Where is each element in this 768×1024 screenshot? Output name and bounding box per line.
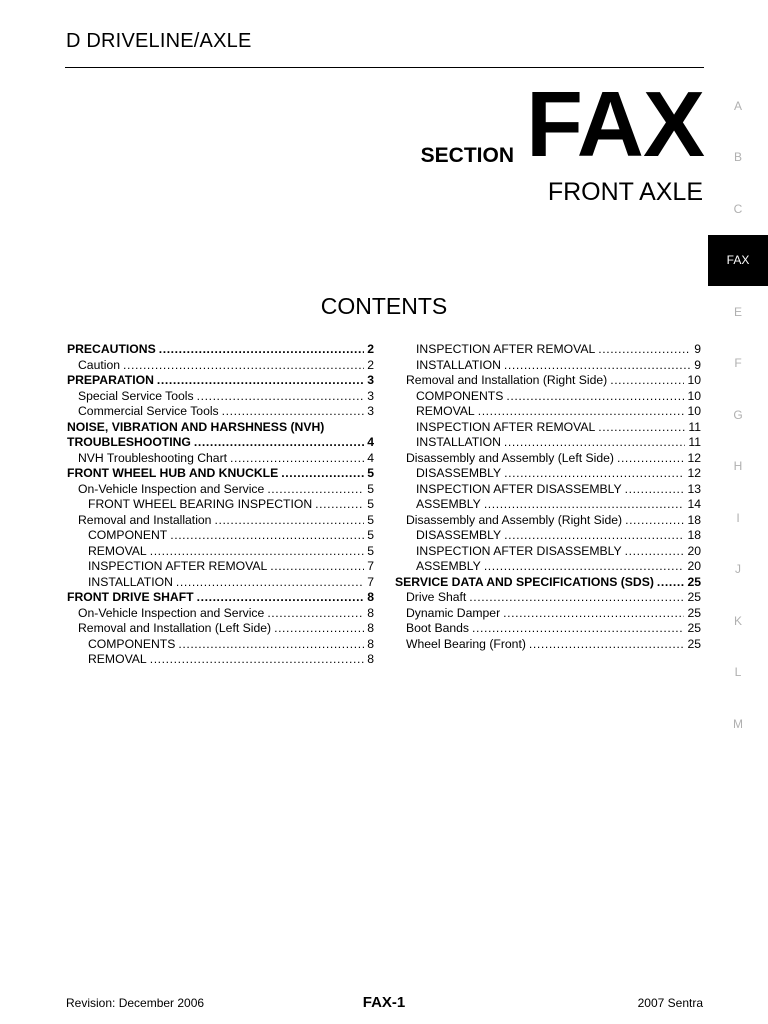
toc-entry-page: 5	[367, 481, 374, 496]
toc-entry[interactable]	[395, 575, 701, 591]
toc-entry-label: DISASSEMBLY	[416, 466, 502, 480]
toc-entry-label: COMPONENTS	[88, 636, 176, 651]
section-tab[interactable]: E	[733, 304, 742, 319]
toc-leader-dots	[197, 590, 365, 606]
toc-leader-dots	[625, 513, 684, 529]
toc-leader-dots	[610, 373, 684, 389]
toc-entry-page: 7	[367, 574, 374, 589]
toc-entry-page: 25	[687, 590, 701, 604]
toc-leader-dots	[274, 621, 364, 637]
toc-entry-page: 3	[367, 373, 374, 387]
toc-leader-dots	[176, 575, 364, 591]
toc-entry[interactable]	[395, 420, 701, 436]
section-tab[interactable]: K	[733, 613, 742, 628]
toc-right-column	[395, 342, 701, 652]
toc-entry-page: 3	[367, 404, 374, 418]
section-tab[interactable]: A	[733, 98, 742, 113]
toc-entry[interactable]	[395, 606, 701, 622]
toc-entry-page: 10	[687, 388, 701, 403]
toc-entry-label: REMOVAL	[88, 543, 147, 558]
toc-leader-dots	[503, 606, 684, 622]
toc-entry-page: 8	[367, 636, 374, 651]
toc-leader-dots	[194, 435, 364, 451]
toc-entry[interactable]	[395, 466, 701, 482]
toc-entry[interactable]	[395, 544, 701, 560]
toc-entry-page: 13	[687, 481, 701, 496]
section-tab[interactable]: J	[735, 562, 741, 577]
toc-entry-page: 7	[367, 559, 374, 573]
toc-leader-dots	[504, 528, 684, 544]
toc-leader-dots	[472, 621, 684, 637]
toc-entry-page: 25	[687, 574, 701, 589]
toc-leader-dots	[625, 544, 685, 560]
toc-entry[interactable]	[67, 528, 374, 544]
toc-entry-label: PREPARATION	[67, 373, 154, 387]
toc-leader-dots	[150, 652, 365, 668]
toc-leader-dots	[214, 513, 364, 529]
toc-entry[interactable]	[395, 513, 701, 529]
toc-leader-dots	[506, 389, 684, 405]
toc-entry[interactable]	[67, 389, 374, 405]
toc-entry-label: Disassembly and Assembly (Right Side)	[406, 512, 623, 527]
section-tab[interactable]: B	[733, 150, 742, 165]
toc-entry[interactable]	[67, 575, 374, 591]
toc-entry[interactable]	[395, 528, 701, 544]
toc-entry-page: 9	[694, 357, 701, 372]
toc-entry-label: NOISE, VIBRATION AND HARSHNESS (NVH)	[67, 419, 325, 434]
toc-entry-label: INSPECTION AFTER REMOVAL	[88, 559, 268, 573]
toc-entry-page: 20	[687, 559, 701, 573]
toc-leader-dots	[178, 637, 364, 653]
toc-entry-label: NVH Troubleshooting Chart	[78, 450, 228, 465]
footer-model: 2007 Sentra	[637, 996, 703, 1010]
toc-entry-label: DISASSEMBLY	[416, 528, 502, 542]
toc-entry-page: 10	[687, 404, 701, 418]
toc-entry-page: 5	[367, 528, 374, 542]
toc-entry-page: 8	[367, 605, 374, 620]
toc-leader-dots	[657, 575, 685, 591]
toc-entry-label: SERVICE DATA AND SPECIFICATIONS (SDS)	[395, 574, 654, 589]
toc-entry[interactable]	[67, 482, 374, 498]
toc-entry-page: 11	[688, 435, 701, 449]
toc-entry[interactable]	[67, 513, 374, 529]
toc-entry-label: Wheel Bearing (Front)	[406, 636, 526, 651]
toc-leader-dots	[315, 497, 364, 513]
toc-entry[interactable]	[67, 373, 374, 389]
toc-leader-dots	[504, 466, 684, 482]
toc-entry[interactable]	[67, 420, 374, 436]
toc-entry[interactable]	[67, 435, 374, 451]
section-group-title: D DRIVELINE/AXLE	[66, 30, 252, 52]
toc-entry-label: INSPECTION AFTER DISASSEMBLY	[416, 481, 622, 496]
toc-entry-label: On-Vehicle Inspection and Service	[78, 605, 265, 620]
section-label: SECTION	[420, 144, 514, 167]
toc-leader-dots	[469, 590, 684, 606]
toc-entry-page: 8	[367, 590, 374, 604]
toc-entry-page: 5	[367, 512, 374, 527]
toc-entry-label: INSPECTION AFTER REMOVAL	[416, 342, 596, 356]
toc-entry[interactable]	[395, 637, 701, 653]
toc-entry[interactable]	[67, 590, 374, 606]
toc-entry[interactable]	[67, 451, 374, 467]
toc-entry[interactable]	[395, 482, 701, 498]
toc-entry-label: Special Service Tools	[78, 388, 194, 403]
toc-entry-label: FRONT DRIVE SHAFT	[67, 590, 194, 604]
section-name: FRONT AXLE	[547, 178, 703, 206]
toc-leader-dots	[598, 342, 691, 358]
toc-entry-page: 5	[367, 497, 374, 511]
toc-entry[interactable]	[395, 559, 701, 575]
toc-entry-page: 11	[688, 419, 701, 434]
contents-heading: CONTENTS	[320, 293, 448, 319]
toc-entry[interactable]	[67, 497, 374, 513]
toc-entry[interactable]	[395, 621, 701, 637]
toc-leader-dots	[281, 466, 364, 482]
toc-entry[interactable]	[67, 342, 374, 358]
toc-entry-label: Commercial Service Tools	[78, 404, 219, 418]
toc-entry-label: INSPECTION AFTER REMOVAL	[416, 419, 596, 434]
toc-entry[interactable]	[395, 590, 701, 606]
section-tab[interactable]: L	[734, 665, 742, 680]
toc-leader-dots	[222, 404, 365, 420]
toc-entry-label: Drive Shaft	[406, 590, 467, 604]
toc-leader-dots	[267, 606, 364, 622]
toc-entry-label: Removal and Installation (Left Side)	[78, 621, 272, 635]
toc-entry-label: FRONT WHEEL HUB AND KNUCKLE	[67, 466, 279, 480]
toc-entry-label: INSTALLATION	[416, 357, 501, 372]
toc-leader-dots	[150, 544, 365, 560]
footer-page-number: FAX-1	[362, 994, 406, 1011]
toc-entry[interactable]	[67, 652, 374, 668]
toc-entry-page: 8	[367, 621, 374, 635]
toc-leader-dots	[170, 528, 364, 544]
toc-entry-label: COMPONENTS	[416, 388, 504, 403]
toc-entry-page: 8	[367, 652, 374, 666]
toc-entry[interactable]	[67, 621, 374, 637]
toc-entry-page: 12	[687, 466, 701, 480]
toc-leader-dots	[504, 435, 685, 451]
toc-entry[interactable]	[67, 606, 374, 622]
toc-entry[interactable]	[395, 373, 701, 389]
toc-entry[interactable]	[395, 342, 701, 358]
section-tab[interactable]: M	[733, 716, 743, 731]
toc-leader-dots	[270, 559, 364, 575]
toc-leader-dots	[504, 358, 691, 374]
section-tab[interactable]: H	[733, 459, 743, 474]
toc-entry-page: 2	[367, 342, 374, 356]
toc-entry-page: 9	[694, 342, 701, 356]
toc-entry[interactable]	[395, 358, 701, 374]
toc-leader-dots	[617, 451, 684, 467]
toc-entry-label: PRECAUTIONS	[67, 342, 156, 356]
toc-entry[interactable]	[67, 466, 374, 482]
toc-entry-label: COMPONENT	[88, 528, 168, 542]
toc-leader-dots	[484, 497, 685, 513]
toc-leader-dots	[159, 342, 365, 358]
toc-entry-page: 5	[367, 543, 374, 558]
toc-leader-dots	[478, 404, 685, 420]
section-tab[interactable]: G	[733, 407, 743, 422]
toc-entry-label: REMOVAL	[416, 404, 475, 418]
toc-entry-page: 2	[367, 357, 374, 372]
toc-entry-label: INSPECTION AFTER DISASSEMBLY	[416, 543, 622, 558]
toc-entry-page: 4	[367, 450, 374, 465]
toc-entry[interactable]	[395, 497, 701, 513]
toc-entry-page: 3	[367, 388, 374, 403]
toc-entry-label: On-Vehicle Inspection and Service	[78, 481, 265, 496]
toc-entry-page: 20	[687, 543, 701, 558]
toc-entry-label: FRONT WHEEL BEARING INSPECTION	[88, 497, 313, 511]
toc-leader-dots	[230, 451, 364, 467]
toc-entry-page: 18	[687, 512, 701, 527]
toc-entry-label: TROUBLESHOOTING	[67, 435, 191, 449]
toc-entry-page: 4	[367, 435, 374, 449]
toc-entry-label: Removal and Installation (Right Side)	[406, 373, 608, 387]
toc-leader-dots	[529, 637, 685, 653]
toc-leader-dots	[598, 420, 685, 436]
toc-entry-page: 25	[687, 621, 701, 635]
toc-entry[interactable]	[67, 544, 374, 560]
toc-left-column	[67, 342, 374, 668]
toc-entry[interactable]	[67, 358, 374, 374]
toc-entry-label: Removal and Installation	[78, 512, 212, 527]
toc-entry-page: 25	[687, 605, 701, 620]
toc-entry-label: INSTALLATION	[416, 435, 501, 449]
toc-entry-page: 14	[687, 497, 701, 511]
toc-leader-dots	[123, 358, 364, 374]
toc-entry-label: Dynamic Damper	[406, 605, 501, 620]
toc-entry-page: 18	[687, 528, 701, 542]
toc-entry-page: 5	[367, 466, 374, 480]
toc-leader-dots	[625, 482, 685, 498]
toc-leader-dots	[197, 389, 365, 405]
toc-entry[interactable]	[67, 559, 374, 575]
toc-leader-dots	[157, 373, 364, 389]
section-tab[interactable]: I	[736, 510, 740, 525]
toc-leader-dots	[267, 482, 364, 498]
toc-entry-page: 10	[687, 373, 701, 387]
footer-revision: Revision: December 2006	[66, 996, 205, 1010]
toc-entry-page: 25	[687, 636, 701, 651]
toc-entry-label: Boot Bands	[406, 621, 470, 635]
toc-entry-label: ASSEMBLY	[416, 497, 481, 511]
section-tab[interactable]: C	[733, 201, 743, 216]
toc-entry-label: REMOVAL	[88, 652, 147, 666]
header-divider	[65, 67, 704, 68]
toc-entry-label: INSTALLATION	[88, 574, 173, 589]
toc-entry[interactable]	[67, 404, 374, 420]
section-code: FAX	[526, 72, 704, 176]
toc-entry[interactable]	[395, 435, 701, 451]
section-tab[interactable]: FAX	[708, 235, 768, 287]
section-tab[interactable]: F	[734, 356, 742, 371]
toc-entry-label: Caution	[78, 357, 121, 372]
toc-leader-dots	[484, 559, 685, 575]
toc-entry[interactable]	[67, 637, 374, 653]
section-index-tabs	[708, 80, 768, 750]
toc-entry-label: Disassembly and Assembly (Left Side)	[406, 450, 614, 465]
toc-entry[interactable]	[395, 404, 701, 420]
toc-entry[interactable]	[395, 451, 701, 467]
toc-entry-label: ASSEMBLY	[416, 559, 481, 573]
toc-entry[interactable]	[395, 389, 701, 405]
toc-entry-page: 12	[687, 450, 701, 465]
